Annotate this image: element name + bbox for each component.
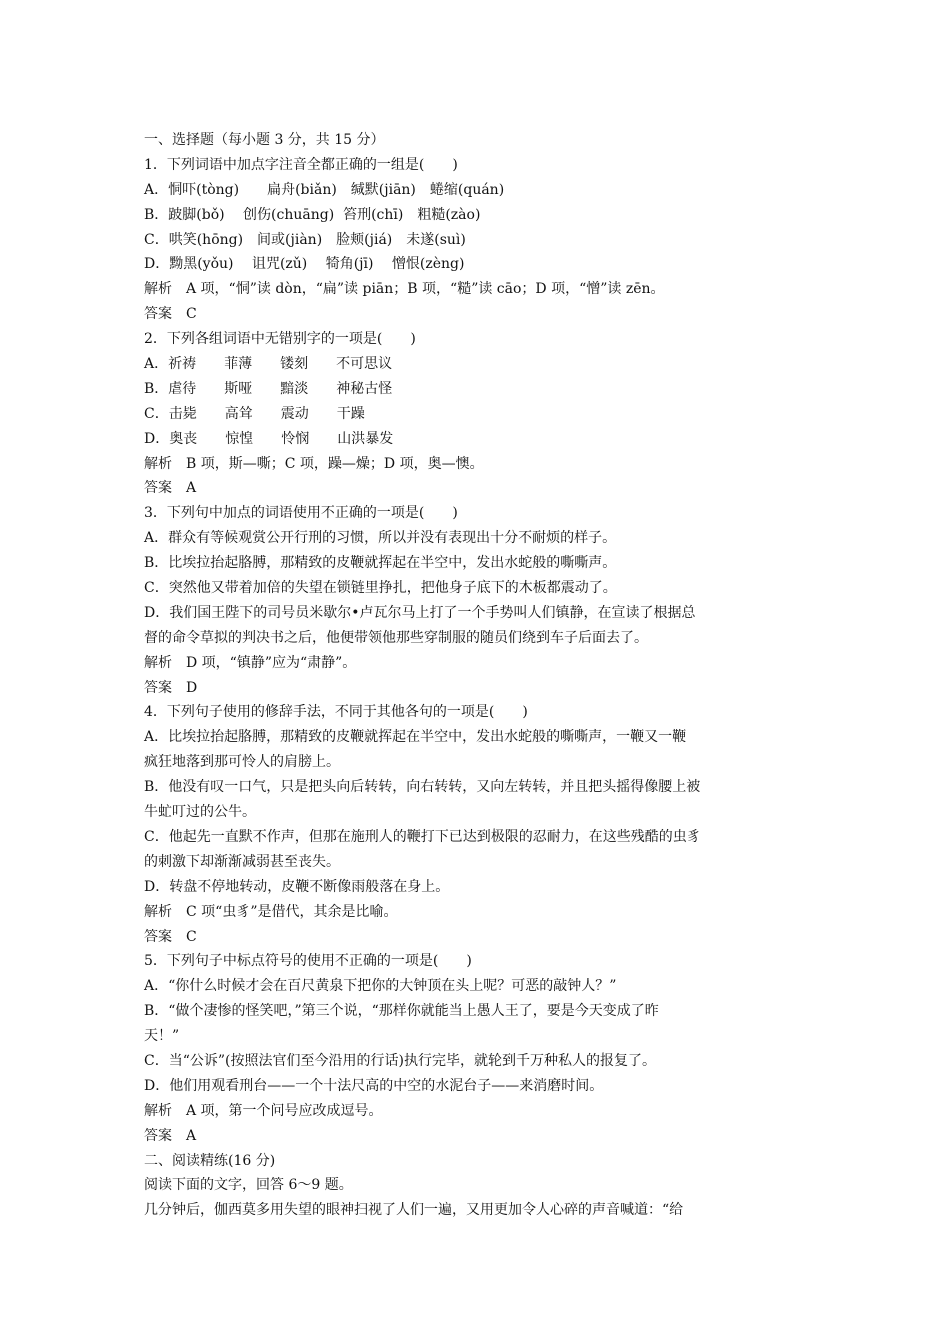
text-line: C．哄笑(hōng) 间或(jiàn) 脸颊(jiá) 未遂(suì)	[144, 231, 466, 248]
text-line: 答案 C	[144, 928, 197, 945]
text-line: D．他们用观看刑台——一个十法尺高的中空的水泥台子——来消磨时间。	[144, 1077, 604, 1094]
text-line: 几分钟后，伽西莫多用失望的眼神扫视了人们一遍，又用更加令人心碎的声音喊道：“给	[144, 1202, 684, 1219]
text-line: 的刺激下却渐渐减弱甚至丧失。	[144, 853, 340, 870]
text-line: 解析 B 项，斯—嘶；C 项，躁—燥；D 项，奥—懊。	[144, 455, 484, 472]
text-line: 答案 C	[144, 306, 197, 323]
text-line: 4．下列句子使用的修辞手法，不同于其他各句的一项是( )	[144, 704, 528, 721]
text-line: 天！”	[144, 1028, 180, 1045]
text-line: C．突然他又带着加倍的失望在锁链里挣扎，把他身子底下的木板都震动了。	[144, 580, 617, 597]
text-line: 答案 A	[144, 480, 197, 497]
text-line: 一、选择题（每小题 3 分，共 15 分）	[144, 132, 385, 148]
text-line: 3．下列句中加点的词语使用不正确的一项是( )	[144, 505, 458, 522]
text-line: 二、阅读精练(16 分)	[144, 1152, 276, 1169]
text-line: D．我们国王陛下的司号员米歇尔•卢瓦尔马上打了一个手势叫人们镇静，在宣读了根据总	[144, 604, 696, 621]
text-line: 解析 A 项，第一个问号应改成逗号。	[144, 1102, 383, 1119]
document-body	[144, 128, 824, 1223]
text-line: A．祈祷 菲薄 镂刻 不可思议	[144, 356, 393, 373]
text-line: 2．下列各组词语中无错别字的一项是( )	[144, 331, 416, 348]
text-line: 答案 A	[144, 1127, 197, 1144]
text-line: B．跛脚(bǒ) 创伤(chuāng) 笞刑(chī) 粗糙(zào)	[144, 206, 481, 223]
text-line: A．比埃拉抬起胳膊，那精致的皮鞭就挥起在半空中，发出水蛇般的嘶嘶声，一鞭又一鞭	[144, 729, 687, 746]
text-line: 1．下列词语中加点字注音全都正确的一组是( )	[144, 156, 458, 173]
text-line: B．“做个凄惨的怪笑吧，”第三个说，“那样你就能当上愚人王了，要是今天变成了昨	[144, 1003, 659, 1020]
text-line: B．虐待 斯哑 黯淡 神秘古怪	[144, 380, 393, 397]
text-line: A．群众有等候观赏公开行刑的习惯，所以并没有表现出十分不耐烦的样子。	[144, 530, 617, 547]
text-line: C．击毙 高耸 震动 干躁	[144, 405, 365, 422]
text-line: 解析 C 项“虫豸”是借代，其余是比喻。	[144, 903, 398, 920]
text-line: B．比埃拉抬起胳膊，那精致的皮鞭就挥起在半空中，发出水蛇般的嘶嘶声。	[144, 555, 617, 572]
text-line: 疯狂地落到那可怜人的肩膀上。	[144, 754, 340, 771]
text-line: D．奥丧 惊惶 怜悯 山洪暴发	[144, 430, 394, 447]
text-line: 阅读下面的文字，回答 6～9 题。	[144, 1177, 353, 1194]
text-line: 解析 D 项，“镇静”应为“肃静”。	[144, 654, 357, 671]
text-line: A．“你什么时候才会在百尺黄泉下把你的大钟顶在头上呢？可恶的敲钟人？”	[144, 978, 617, 995]
text-line: 督的命令草拟的判决书之后，他便带领他那些穿制服的随员们绕到车子后面去了。	[144, 629, 648, 646]
text-line: C．他起先一直默不作声，但那在施刑人的鞭打下已达到极限的忍耐力，在这些残酷的虫豸	[144, 828, 701, 845]
text-line: 解析 A 项，“恫”读 dòn，“扁”读 piān；B 项，“糙”读 cāo；D 项，“憎”读 zēn。	[144, 281, 665, 298]
text-line: C．当“公诉”(按照法官们至今沿用的行话)执行完毕，就轮到千万种私人的报复了。	[144, 1052, 656, 1069]
text-line: A．恫吓(tòng) 扁舟(biǎn) 缄默(jiān) 蜷缩(quán)	[144, 181, 505, 198]
text-line: 牛虻叮过的公牛。	[144, 804, 256, 821]
text-line: D．转盘不停地转动，皮鞭不断像雨般落在身上。	[144, 878, 450, 895]
text-line: D．黝黑(yǒu) 诅咒(zǔ) 犄角(jī) 憎恨(zèng)	[144, 256, 465, 273]
text-line: B．他没有叹一口气，只是把头向后转转，向右转转，又向左转转，并且把头摇得像腰上被	[144, 779, 701, 796]
text-line: 答案 D	[144, 679, 198, 696]
text-line: 5．下列句子中标点符号的使用不正确的一项是( )	[144, 953, 472, 970]
